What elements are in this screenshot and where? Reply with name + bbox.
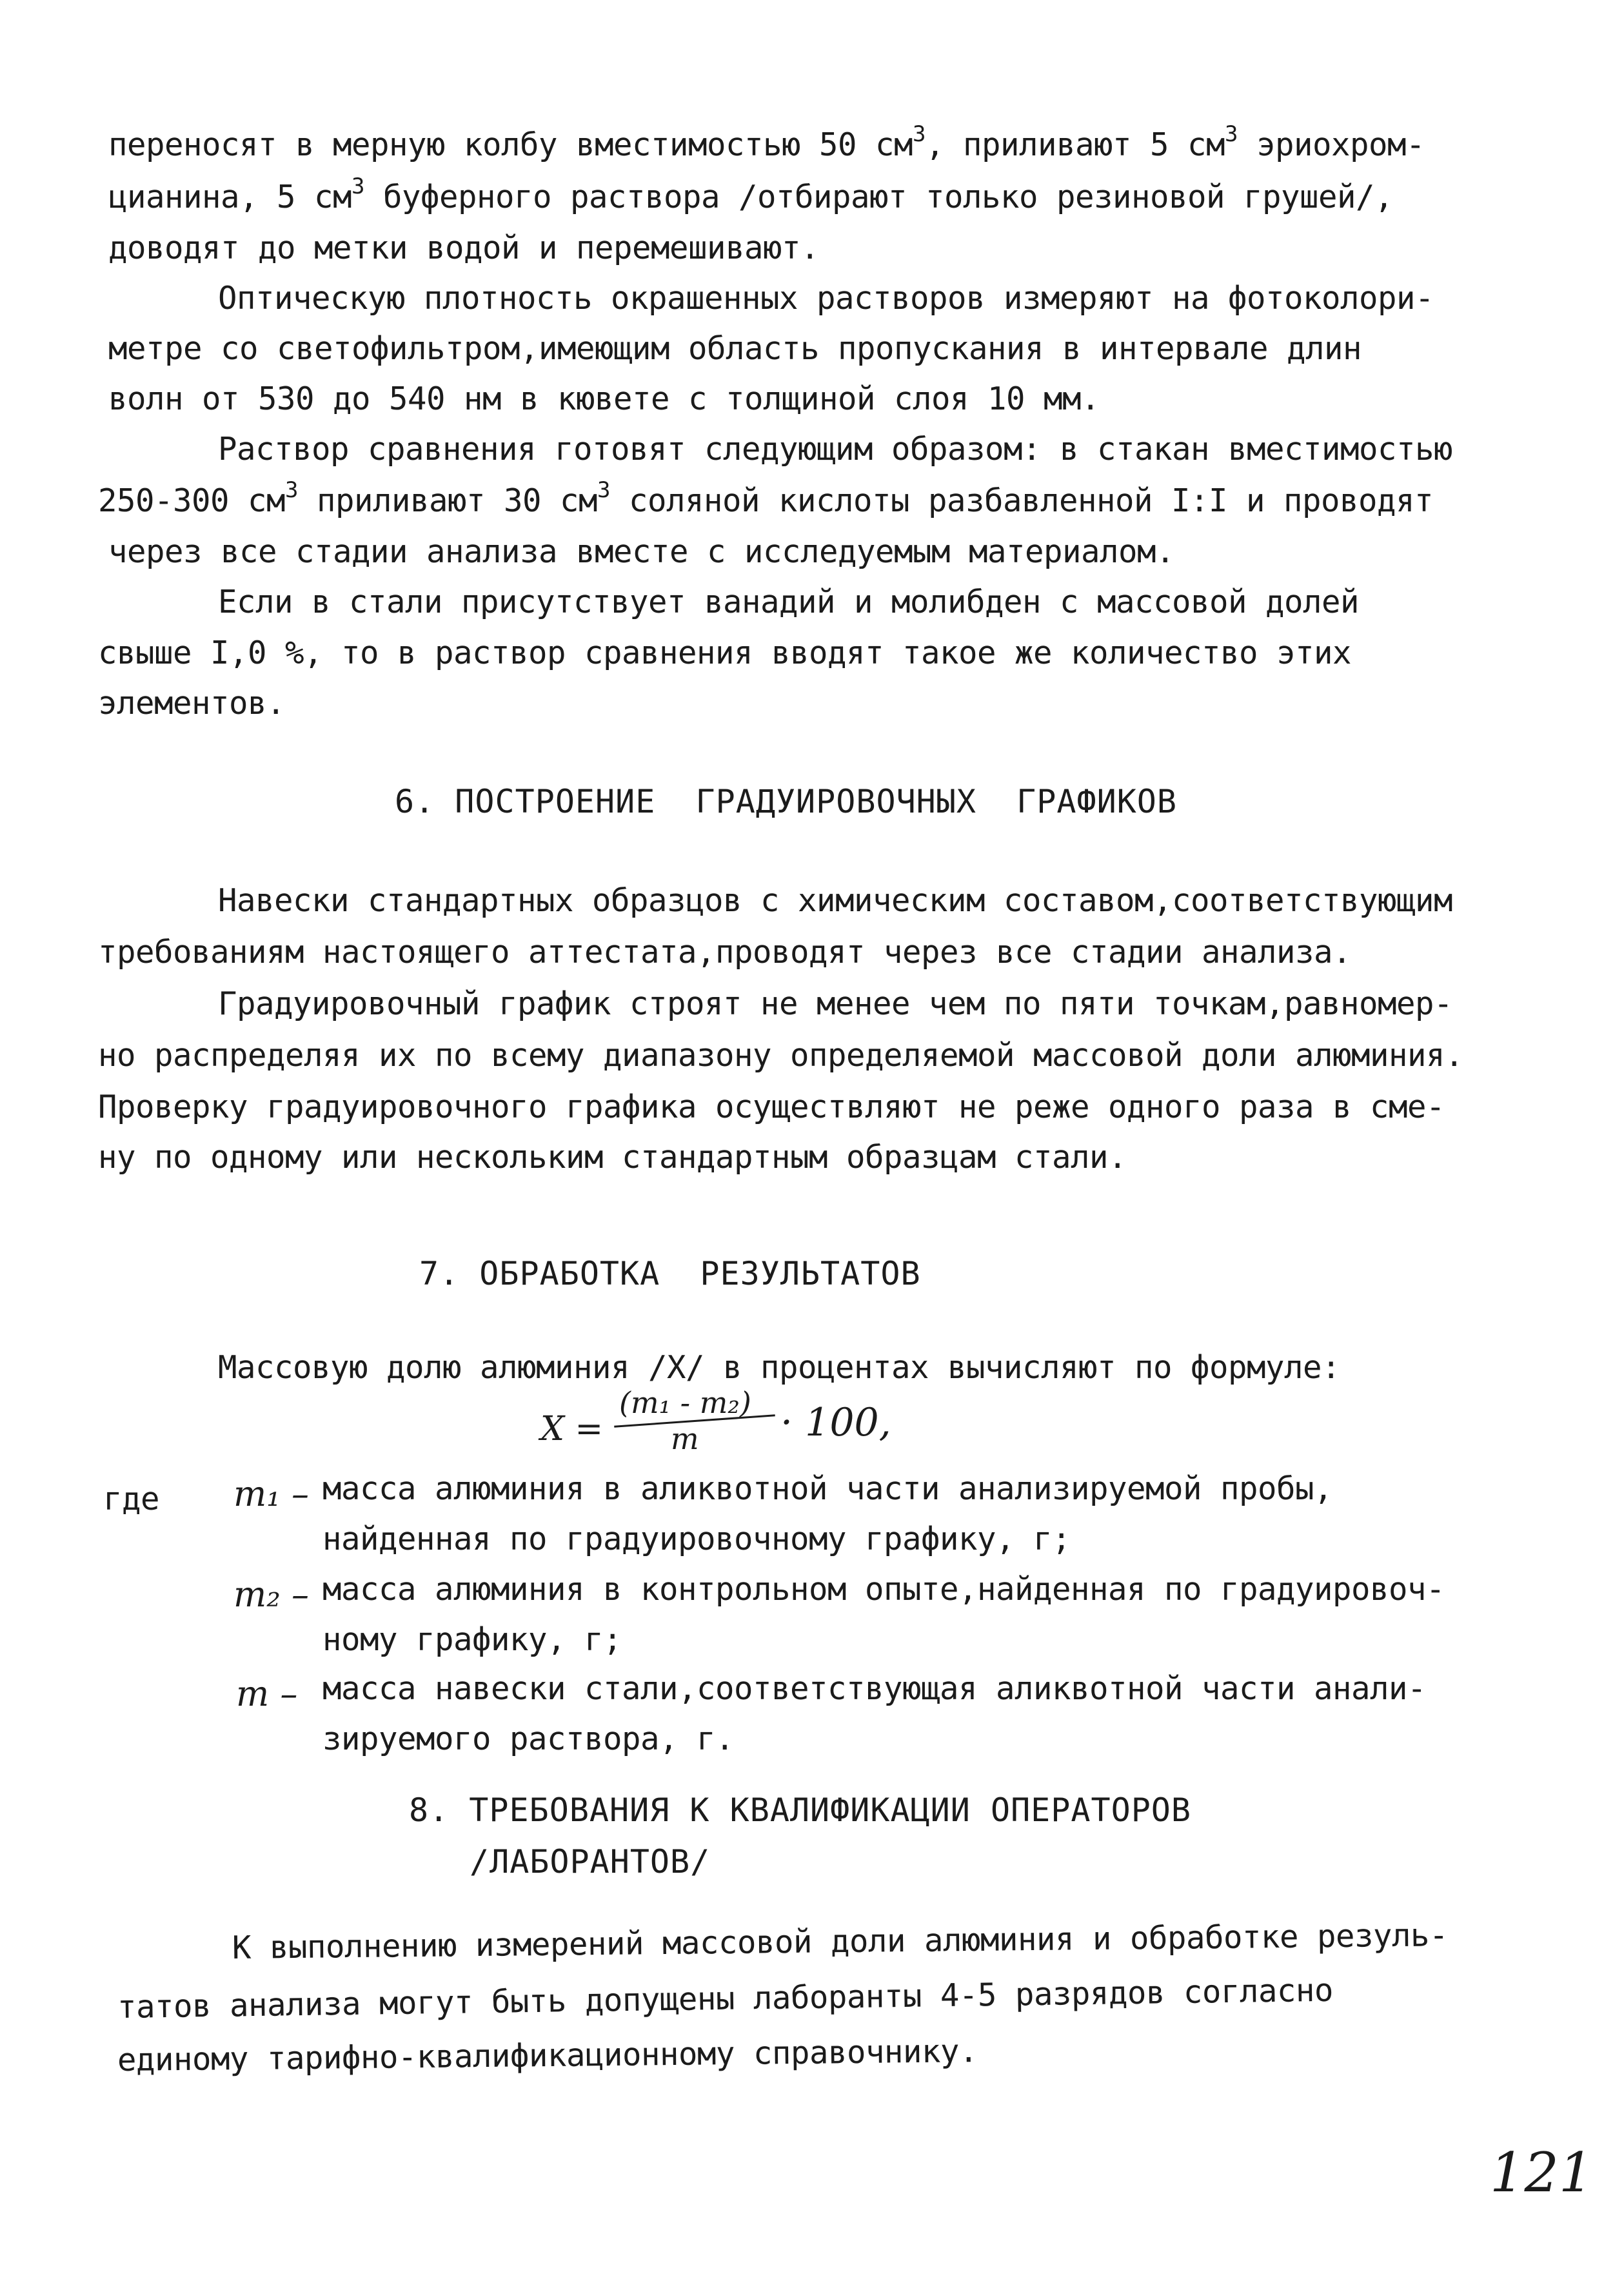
def-m-line2: зируемого раствора, г. bbox=[322, 1721, 735, 1757]
section6-heading: 6. ПОСТРОЕНИЕ ГРАДУИРОВОЧНЫХ ГРАФИКОВ bbox=[395, 783, 1177, 820]
where-label: где bbox=[103, 1481, 160, 1517]
section6-p2-line2: но распределяя их по всему диапазону определяемой массовой доли алюминия. bbox=[98, 1037, 1464, 1074]
def-m1-line2: найденная по градуировочному графику, г; bbox=[322, 1521, 1071, 1557]
para4-line3: элементов. bbox=[98, 685, 286, 722]
superscript: 3 bbox=[1225, 121, 1238, 147]
para4-line1: Если в стали присутствует ванадий и молибден с массовой долей bbox=[218, 584, 1360, 620]
section8-p-line2: татов анализа могут быть допущены лаборанты 4-5 разрядов согласно bbox=[117, 1971, 1334, 2026]
section6-p2-line4: ну по одному или нескольким стандартным образцам стали. bbox=[98, 1139, 1127, 1176]
section7-heading: 7. ОБРАБОТКА РЕЗУЛЬТАТОВ bbox=[419, 1255, 921, 1292]
para1-line3: доводят до метки водой и перемешивают. bbox=[108, 230, 820, 266]
def-m2-line2: ному графику, г; bbox=[322, 1621, 622, 1658]
para3-line2-text-a: 250-300 см bbox=[98, 482, 286, 519]
para1-line2-text-b: буферного раствора /отбирают только резиновой грушей/, bbox=[364, 179, 1394, 215]
formula-lhs: X = bbox=[540, 1410, 604, 1448]
section6-p2-line3: Проверку градуировочного графика осуществляют не реже одного раза в сме- bbox=[98, 1089, 1445, 1125]
section6-p1-line2: требованиям настоящего аттестата,проводят через все стадии анализа. bbox=[98, 934, 1352, 971]
symbol-m1: m₁ – bbox=[233, 1474, 310, 1514]
def-m2-line1: масса алюминия в контрольном опыте,найденная по градуировоч- bbox=[322, 1571, 1445, 1608]
section8-heading: 8. ТРЕБОВАНИЯ К КВАЛИФИКАЦИИ ОПЕРАТОРОВ bbox=[409, 1791, 1191, 1829]
def-m-line1: масса навески стали,соответствующая аликвотной части анали- bbox=[322, 1670, 1427, 1707]
formula-denominator: m bbox=[671, 1421, 699, 1456]
para1-line1 bbox=[108, 121, 1425, 163]
section7-intro: Массовую долю алюминия /Х/ в процентах вычисляют по формуле: bbox=[218, 1349, 1341, 1386]
para1-line1-text-c: эриохром- bbox=[1238, 126, 1425, 163]
section8-p-line3: единому тарифно-квалификационному справочнику. bbox=[117, 2033, 978, 2078]
section8-p-line1: К выполнению измерений массовой доли алюминия и обработке резуль- bbox=[232, 1917, 1449, 1966]
para1-line1-text-b: , приливают 5 см bbox=[926, 126, 1225, 163]
formula-numerator: (m₁ - m₂) bbox=[619, 1385, 751, 1420]
para1-line2 bbox=[108, 173, 1394, 215]
para3-line2 bbox=[98, 477, 1434, 519]
superscript: 3 bbox=[597, 477, 610, 503]
para2-line3: волн от 530 до 540 нм в кювете с толщиной слоя 10 мм. bbox=[108, 380, 1100, 417]
symbol-m: m – bbox=[236, 1673, 298, 1714]
para4-line2: свыше I,0 %, то в раствор сравнения вводят такое же количество этих bbox=[98, 635, 1352, 671]
section8-heading-subline: /ЛАБОРАНТОВ/ bbox=[470, 1843, 711, 1880]
page-number: 121 bbox=[1490, 2141, 1594, 2204]
para3-line2-text-c: соляной кислоты разбавленной I:I и проводят bbox=[610, 482, 1434, 519]
superscript: 3 bbox=[285, 477, 298, 503]
para1-line1-text-a: переносят в мерную колбу вместимостью 50 см bbox=[108, 126, 913, 163]
para1-line2-text-a: цианина, 5 см bbox=[108, 179, 352, 215]
para3-line2-text-b: приливают 30 см bbox=[298, 482, 598, 519]
para2-line2: метре со светофильтром,имеющим область пропускания в интервале длин bbox=[108, 330, 1362, 367]
section6-p1-line1: Навески стандартных образцов с химическим составом,соответствующим bbox=[218, 882, 1453, 919]
symbol-m2: m₂ – bbox=[233, 1574, 310, 1615]
superscript: 3 bbox=[913, 121, 926, 147]
section6-p2-line1: Градуировочный график строят не менее чем по пяти точкам,равномер- bbox=[218, 985, 1453, 1022]
para2-line1: Оптическую плотность окрашенных растворов измеряют на фотоколори- bbox=[218, 280, 1434, 317]
para3-line1: Раствор сравнения готовят следующим образом: в стакан вместимостью bbox=[218, 431, 1453, 468]
para3-line3: через все стадии анализа вместе с исследуемым материалом. bbox=[108, 533, 1175, 570]
def-m1-line1: масса алюминия в аликвотной части анализируемой пробы, bbox=[322, 1470, 1333, 1507]
superscript: 3 bbox=[352, 173, 364, 199]
formula-tail: · 100, bbox=[780, 1400, 891, 1445]
